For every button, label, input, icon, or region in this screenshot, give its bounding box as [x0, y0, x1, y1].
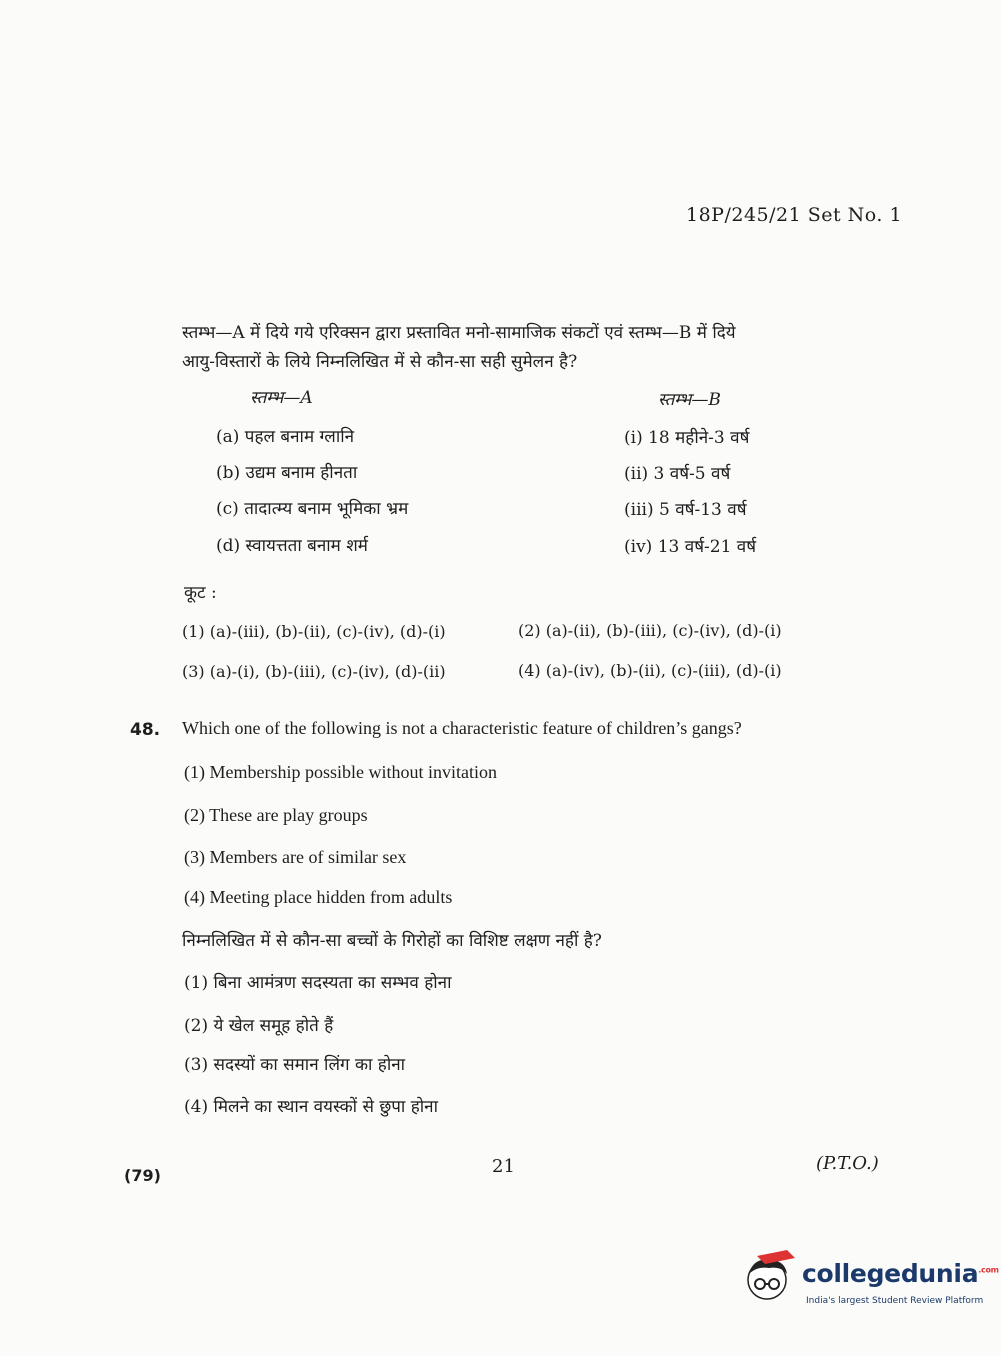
option-hi: (1) बिना आमंत्रण सदस्यता का सम्भव होना: [184, 973, 452, 993]
code-option: (3) (a)-(i), (b)-(iii), (c)-(iv), (d)-(ii): [182, 662, 446, 681]
option-hi: (3) सदस्यों का समान लिंग का होना: [184, 1055, 406, 1075]
question-48-text: Which one of the following is not a characteristic feature of children’s gangs?: [182, 718, 742, 738]
question-47-stem-line2: आयु-विस्तारों के लिये निम्नलिखित में से कौन-सा सही सुमेलन है?: [182, 352, 578, 372]
option-en: (3) Members are of similar sex: [184, 847, 407, 867]
column-a-item: (a) पहल बनाम ग्लानि: [216, 427, 355, 447]
column-a-item: (d) स्वायत्तता बनाम शर्म: [216, 536, 368, 556]
question-47-stem-line1: स्तम्भ—A में दिये गये एरिक्सन द्वारा प्रस्तावित मनो-सामाजिक संकटों एवं स्तम्भ—B में दिये: [182, 323, 736, 343]
code-label: कूट :: [184, 583, 217, 603]
page-number: 21: [492, 1156, 515, 1177]
column-b-item: (iv) 13 वर्ष-21 वर्ष: [624, 537, 757, 557]
column-a-item: (b) उद्यम बनाम हीनता: [216, 463, 358, 483]
column-a-item: (c) तादात्म्य बनाम भूमिका भ्रम: [216, 499, 409, 519]
code-option: (4) (a)-(iv), (b)-(ii), (c)-(iii), (d)-(i): [518, 661, 782, 680]
set-number: 18P/245/21 Set No. 1: [686, 204, 903, 226]
pto-label: (P.T.O.): [816, 1153, 879, 1174]
column-b-item: (ii) 3 वर्ष-5 वर्ष: [624, 464, 731, 484]
question-48-text-hindi: निम्नलिखित में से कौन-सा बच्चों के गिरोहों का विशिष्ट लक्षण नहीं है?: [182, 931, 602, 951]
watermark-brand: collegedunia$^{.com}$: [802, 1259, 999, 1288]
code-option: (2) (a)-(ii), (b)-(iii), (c)-(iv), (d)-(i): [518, 621, 782, 640]
question-number: 48.: [130, 720, 161, 740]
column-b-title: स्तम्भ—B: [658, 390, 721, 410]
option-en: (2) These are play groups: [184, 805, 368, 825]
option-en: (1) Membership possible without invitation: [184, 762, 497, 782]
paper-code: (79): [124, 1166, 161, 1185]
column-a-title: स्तम्भ—A: [250, 388, 313, 408]
column-b-item: (i) 18 महीने-3 वर्ष: [624, 428, 750, 448]
watermark-tagline: India's largest Student Review Platform: [806, 1296, 984, 1306]
option-hi: (4) मिलने का स्थान वयस्कों से छुपा होना: [184, 1097, 438, 1117]
option-en: (4) Meeting place hidden from adults: [184, 887, 453, 907]
option-hi: (2) ये खेल समूह होते हैं: [184, 1016, 334, 1036]
column-b-item: (iii) 5 वर्ष-13 वर्ष: [624, 500, 747, 520]
code-option: (1) (a)-(iii), (b)-(ii), (c)-(iv), (d)-(i): [182, 622, 446, 641]
